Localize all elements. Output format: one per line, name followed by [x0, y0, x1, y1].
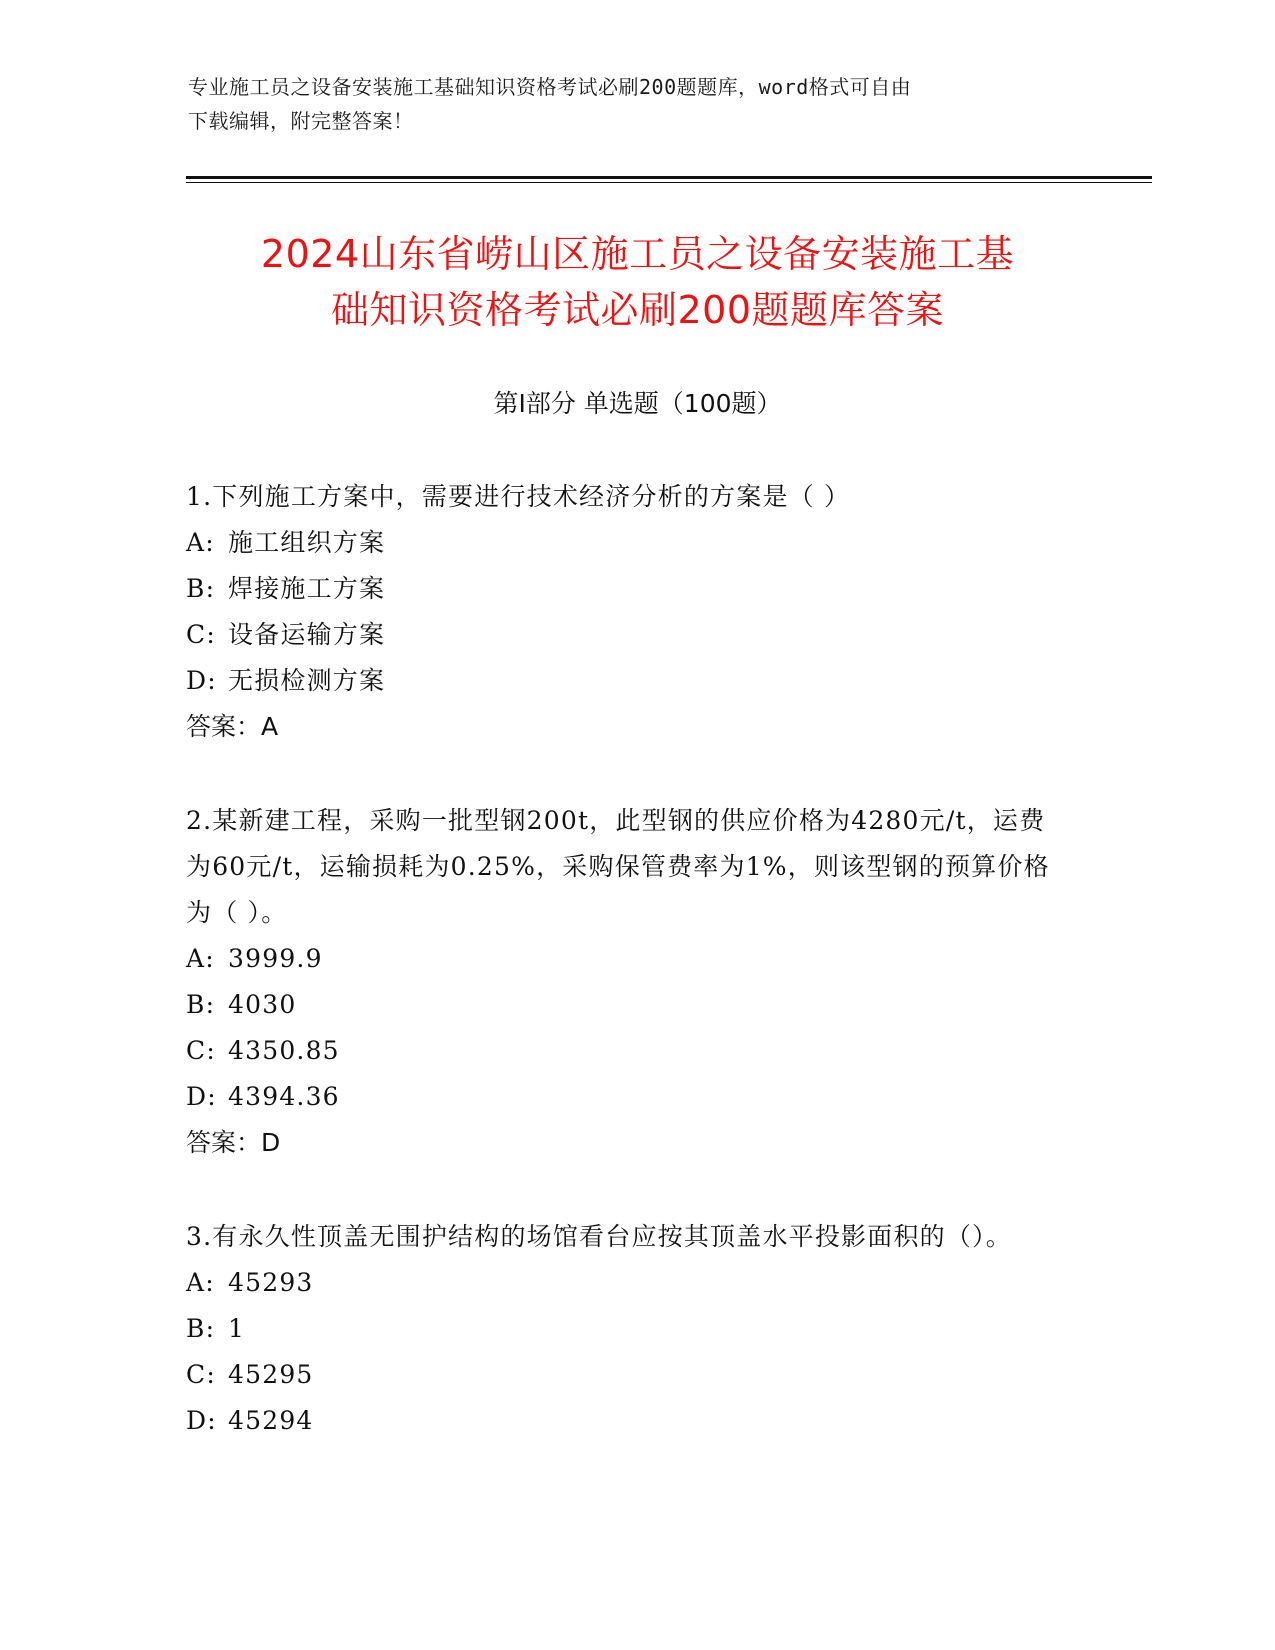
option-c [186, 612, 1066, 658]
question-stem: 1.下列施工方案中，需要进行技术经济分析的方案是（ ） [186, 482, 851, 511]
header-note-line-2: 下载编辑，附完整答案！ [188, 109, 414, 133]
option-b [186, 566, 1066, 612]
option-d [186, 1398, 1066, 1444]
option-text: 设备运输方案 [228, 620, 386, 649]
option-a [186, 520, 1066, 566]
option-text: 3999.9 [228, 944, 323, 973]
question-stem: 3.有永久性顶盖无围护结构的场馆看台应按其顶盖水平投影面积的（）。 [186, 1222, 1012, 1251]
option-letter: D: [186, 1082, 217, 1111]
option-a [186, 1260, 1066, 1306]
option-text: 4394.36 [228, 1082, 340, 1111]
question-3 [186, 1214, 1066, 1444]
option-c [186, 1028, 1066, 1074]
option-b [186, 1306, 1066, 1352]
answer-line: 答案：A [186, 712, 279, 741]
option-text: 施工组织方案 [228, 528, 386, 557]
option-letter: A: [186, 1268, 215, 1297]
question-1 [186, 474, 1066, 750]
option-letter: B: [186, 574, 216, 603]
option-letter: B: [186, 990, 216, 1019]
option-text: 无损检测方案 [228, 666, 386, 695]
option-letter: A: [186, 944, 215, 973]
section-heading: 第Ⅰ部分 单选题（100题） [493, 389, 782, 418]
option-text: 45295 [228, 1360, 314, 1389]
option-c [186, 1352, 1066, 1398]
header-note-line-1: 专业施工员之设备安装施工基础知识资格考试必刷200题题库，word格式可自由 [188, 75, 912, 99]
header-divider-thin [186, 182, 1152, 183]
option-letter: D: [186, 666, 217, 695]
header-note [188, 70, 1088, 138]
option-b [186, 982, 1066, 1028]
option-a [186, 936, 1066, 982]
document-title-line-1: 2024山东省崂山区施工员之设备安装施工基 [260, 232, 1015, 276]
option-text: 45294 [228, 1406, 314, 1435]
option-letter: C: [186, 620, 216, 649]
option-letter: B: [186, 1314, 216, 1343]
option-letter: C: [186, 1360, 216, 1389]
option-letter: C: [186, 1036, 216, 1065]
header-divider-thick [186, 176, 1152, 179]
option-text: 45293 [228, 1268, 314, 1297]
option-d [186, 1074, 1066, 1120]
document-title [160, 226, 1115, 338]
option-d [186, 658, 1066, 704]
answer-line: 答案：D [186, 1128, 281, 1157]
option-text: 4350.85 [228, 1036, 340, 1065]
question-stem: 2.某新建工程，采购一批型钢200t，此型钢的供应价格为4280元/t，运费为60元/t，运输损耗为0.25%，采购保管费率为1%，则该型钢的预算价格为（ ）。 [186, 806, 1050, 927]
question-2 [186, 798, 1066, 1166]
option-letter: D: [186, 1406, 217, 1435]
option-text: 4030 [228, 990, 297, 1019]
question-list [186, 474, 1066, 1492]
document-title-line-2: 础知识资格考试必刷200题题库答案 [330, 288, 945, 332]
option-letter: A: [186, 528, 215, 557]
option-text: 焊接施工方案 [228, 574, 386, 603]
option-text: 1 [228, 1314, 246, 1343]
